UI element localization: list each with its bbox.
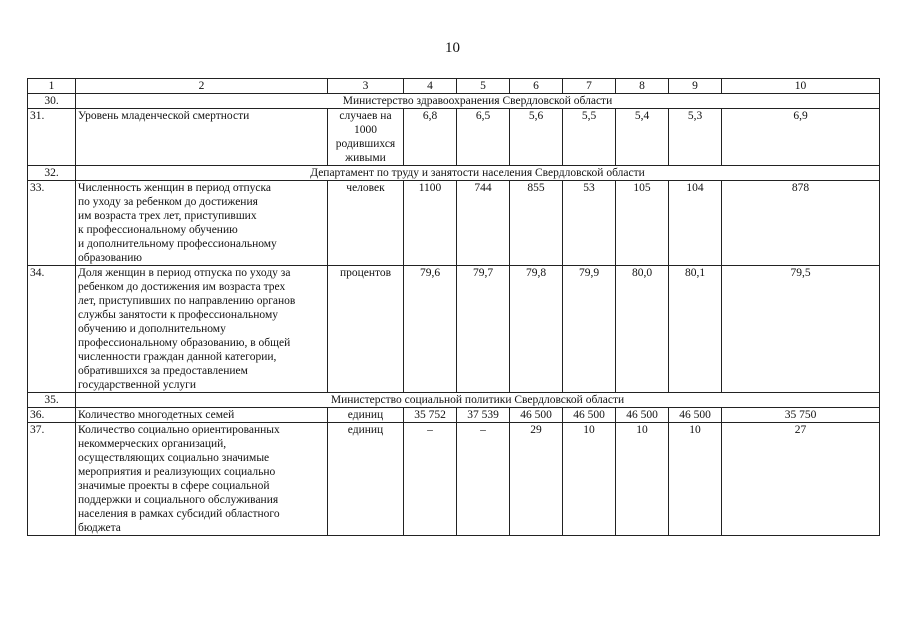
value-cell: 105	[616, 181, 669, 266]
unit-cell: случаев на 1000 родившихся живыми	[328, 109, 404, 166]
value-cell: –	[404, 423, 457, 536]
value-cell: 53	[563, 181, 616, 266]
header-cell: 5	[457, 79, 510, 94]
value-cell: 35 752	[404, 408, 457, 423]
section-row	[28, 94, 880, 109]
value-cell: 5,4	[616, 109, 669, 166]
value-cell: 6,8	[404, 109, 457, 166]
header-cell: 9	[669, 79, 722, 94]
row-number: 34.	[28, 266, 76, 393]
section-row	[28, 393, 880, 408]
header-cell: 6	[510, 79, 563, 94]
page-number: 10	[445, 40, 460, 56]
table-row	[28, 266, 880, 393]
indicator-name	[76, 266, 328, 393]
header-cell: 4	[404, 79, 457, 94]
indicator-name-line: обратившихся за предоставлением	[78, 365, 248, 377]
table-row	[28, 181, 880, 266]
value-cell: 79,7	[457, 266, 510, 393]
indicator-name	[76, 423, 328, 536]
value-cell: 79,5	[722, 266, 880, 393]
value-cell: 29	[510, 423, 563, 536]
indicator-name-line: Количество социально ориентированных	[78, 424, 280, 436]
indicator-name-line: им возраста трех лет, приступивших	[78, 210, 257, 222]
header-cell: 8	[616, 79, 669, 94]
indicator-name-line: и дополнительному профессиональному	[78, 238, 277, 250]
indicator-name-line: образованию	[78, 252, 142, 264]
indicator-name-line: некоммерческих организаций,	[78, 438, 227, 450]
indicator-name-line: государственной услуги	[78, 379, 197, 391]
value-cell: 80,1	[669, 266, 722, 393]
value-cell: 6,5	[457, 109, 510, 166]
value-cell: 46 500	[563, 408, 616, 423]
value-cell: 878	[722, 181, 880, 266]
value-cell: 744	[457, 181, 510, 266]
indicator-name-line: лет, приступивших по направлению органов	[78, 295, 296, 307]
value-cell: 10	[616, 423, 669, 536]
section-title: Министерство социальной политики Свердловской области	[76, 393, 880, 408]
indicator-name-line: поддержки и социального обслуживания	[78, 494, 279, 506]
indicator-name: Уровень младенческой смертности	[76, 109, 328, 166]
value-cell: 46 500	[510, 408, 563, 423]
header-cell: 1	[28, 79, 76, 94]
indicator-name-line: населения в рамках субсидий областного	[78, 508, 280, 520]
value-cell: 46 500	[669, 408, 722, 423]
indicator-name-line: к профессиональному обучению	[78, 224, 238, 236]
value-cell: 10	[669, 423, 722, 536]
unit-cell: человек	[328, 181, 404, 266]
value-cell: 79,8	[510, 266, 563, 393]
value-cell: 37 539	[457, 408, 510, 423]
indicator-name-line: значимые проекты в сфере социальной	[78, 480, 270, 492]
section-row	[28, 166, 880, 181]
indicator-name-line: мероприятия и реализующих социально	[78, 466, 276, 478]
indicator-name-line: Доля женщин в период отпуска по уходу за	[78, 267, 291, 279]
row-number: 30.	[28, 94, 76, 109]
value-cell: 104	[669, 181, 722, 266]
row-number: 37.	[28, 423, 76, 536]
row-number: 31.	[28, 109, 76, 166]
value-cell: 855	[510, 181, 563, 266]
indicator-name-line: профессиональному образованию, в общей	[78, 337, 291, 349]
header-cell: 7	[563, 79, 616, 94]
table-row	[28, 423, 880, 536]
indicator-name-line: численности граждан данной категории,	[78, 351, 277, 363]
header-row	[28, 79, 880, 94]
row-number: 35.	[28, 393, 76, 408]
value-cell: 79,6	[404, 266, 457, 393]
indicator-name-line: осуществляющих социально значимые	[78, 452, 270, 464]
value-cell: 80,0	[616, 266, 669, 393]
row-number: 33.	[28, 181, 76, 266]
unit-cell: единиц	[328, 408, 404, 423]
value-cell: 1100	[404, 181, 457, 266]
value-cell: 5,5	[563, 109, 616, 166]
indicator-name-line: ребенком до достижения им возраста трех	[78, 281, 286, 293]
section-title: Министерство здравоохранения Свердловской области	[76, 94, 880, 109]
table-row	[28, 408, 880, 423]
value-cell: 35 750	[722, 408, 880, 423]
value-cell: 46 500	[616, 408, 669, 423]
value-cell: 5,6	[510, 109, 563, 166]
value-cell: 27	[722, 423, 880, 536]
indicator-name-line: службы занятости к профессиональному	[78, 309, 278, 321]
unit-cell: единиц	[328, 423, 404, 536]
indicators-table	[27, 78, 880, 536]
unit-cell: процентов	[328, 266, 404, 393]
value-cell: –	[457, 423, 510, 536]
value-cell: 5,3	[669, 109, 722, 166]
header-cell: 10	[722, 79, 880, 94]
indicator-name-line: по уходу за ребенком до достижения	[78, 196, 258, 208]
indicator-name-line: Численность женщин в период отпуска	[78, 182, 272, 194]
section-title: Департамент по труду и занятости населения Свердловской области	[76, 166, 880, 181]
value-cell: 79,9	[563, 266, 616, 393]
indicator-name-line: обучению и дополнительному	[78, 323, 226, 335]
row-number: 36.	[28, 408, 76, 423]
header-cell: 3	[328, 79, 404, 94]
value-cell: 6,9	[722, 109, 880, 166]
value-cell: 10	[563, 423, 616, 536]
table-row	[28, 109, 880, 166]
indicator-name	[76, 181, 328, 266]
row-number: 32.	[28, 166, 76, 181]
header-cell: 2	[76, 79, 328, 94]
indicator-name-line: бюджета	[78, 522, 121, 534]
indicator-name: Количество многодетных семей	[76, 408, 328, 423]
